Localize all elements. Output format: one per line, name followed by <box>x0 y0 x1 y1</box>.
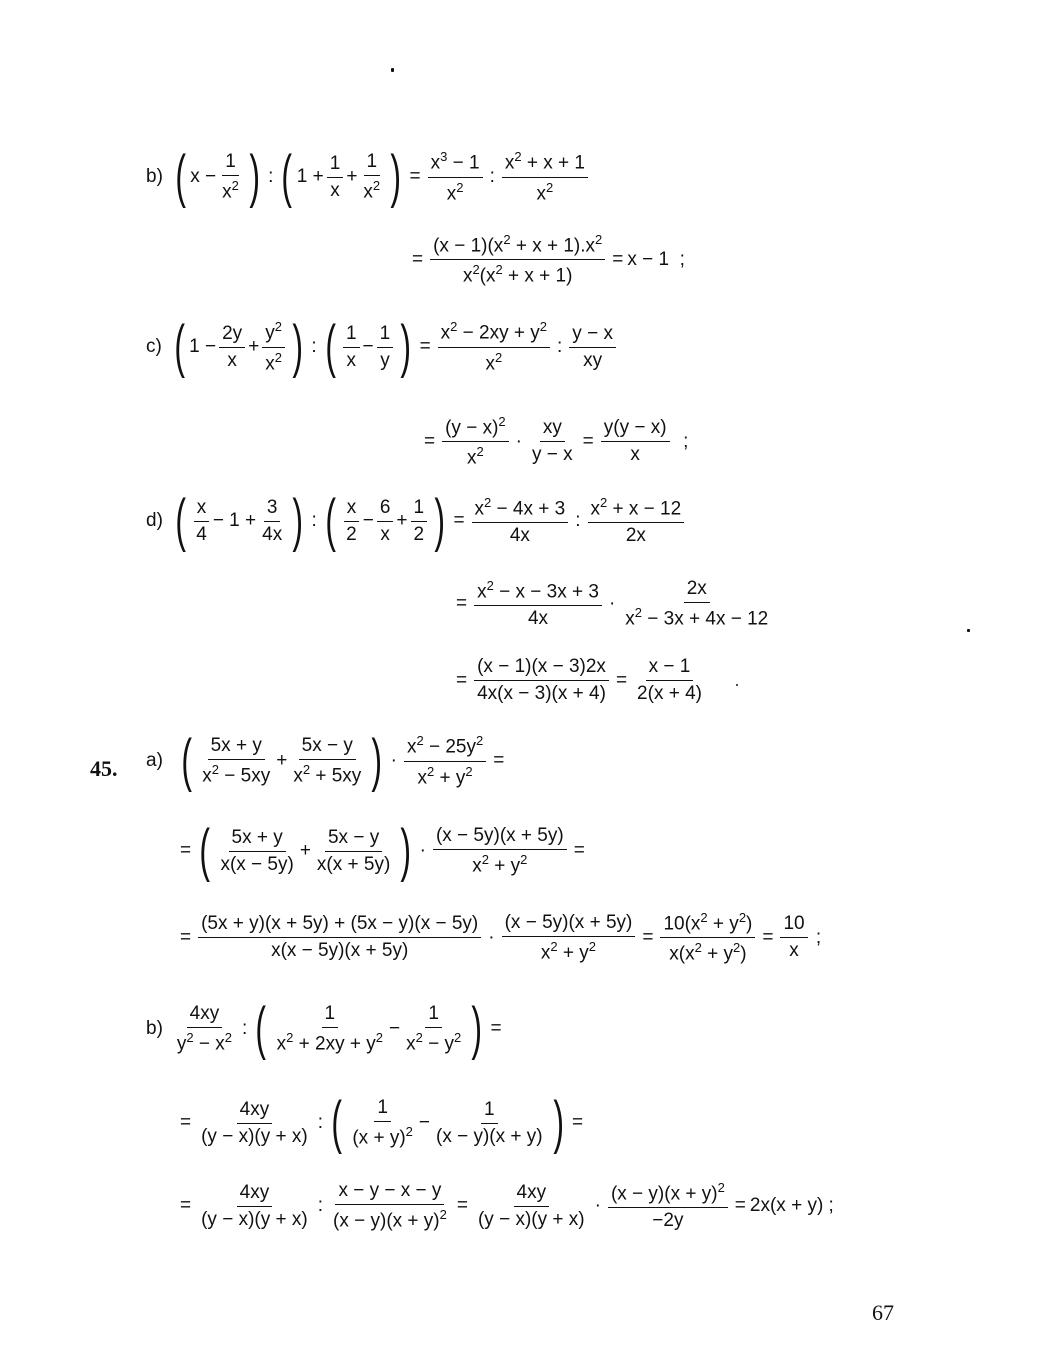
print-speck <box>391 68 394 72</box>
solution-line: = $\frac{(x - 1)(x^2 + x + 1).x^2}{x^2(x^2 + x + 1)}$ = x − 1 ; <box>412 232 685 287</box>
part-label: d) <box>146 510 163 531</box>
solution-line: = $\frac{(5x + y)(x + 5y) + (5x - y)(x - 5y)}{x(x - 5y)(x + 5y)}$ · $\frac{(x - 5y)(x + 5y)}{x^2 + y^2}$ = $\frac{10(x^2 + y^2)}{x(x^2 + y^2)}$ = $\frac{10}{x}$ ; <box>180 910 822 965</box>
solution-line: = $\frac{(x - 1)(x - 3)2x}{4x(x - 3)(x + 4)}$ = $\frac{x - 1}{2(x + 4)}$ <box>456 656 702 704</box>
print-speck <box>736 684 738 686</box>
part-label: b) <box>146 1018 163 1039</box>
part-label: c) <box>146 336 162 357</box>
solution-line-c: c) ( 1 − $\frac{2y}{x}$ + $\frac{y^2}{x^2}$ ) : ( $\frac{1}{x}$ − $\frac{1}{y}$ ) = $\frac{x^2 - 2xy + y^2}{x^2}$ : $\frac{y - x}{xy}$ <box>146 318 619 376</box>
print-speck <box>967 629 970 632</box>
solution-line: = $\frac{(y - x)^2}{x^2}$ · $\frac{xy}{y - x}$ = $\frac{y(y - x)}{x}$ ; <box>424 414 689 469</box>
part-label: a) <box>146 750 163 771</box>
solution-line-a: a) ( $\frac{5x + y}{x^2 - 5xy}$ + $\frac{5x - y}{x^2 + 5xy}$ ) · $\frac{x^2 - 25y^2}{x^2 + y^2}$ = <box>146 728 505 793</box>
solution-line: = ( $\frac{5x + y}{x(x - 5y)}$ + $\frac{5x - y}{x(x + 5y)}$ ) · $\frac{(x - 5y)(x + 5y)}{x^2 + y^2}$ = <box>180 818 585 883</box>
solution-line: = $\frac{4xy}{(y - x)(y + x)}$ : $\frac{x - y - x - y}{(x - y)(x + y)^2}$ = $\frac{4xy}{(y - x)(y + x)}$ · $\frac{(x - y)(x + y)^2}{-2y}$ = 2x(x + y) ; <box>180 1180 834 1232</box>
part-label: b) <box>146 166 163 187</box>
solution-line: = $\frac{x^2 - x - 3x + 3}{4x}$ · $\frac{2x}{x^2 - 3x + 4x - 12}$ <box>456 578 769 630</box>
problem-number: 45. <box>90 756 118 781</box>
solution-line-d: d) ( $\frac{x}{4}$ − 1 + $\frac{3}{4x}$ ) : ( $\frac{x}{2}$ − $\frac{6}{x}$ + $\frac{1}{2}$ ) = $\frac{x^2 - 4x + 3}{4x}$ : $\frac{x^2 + x - 12}{2x}$ <box>146 492 687 550</box>
solution-line-b: b) ( x − $\frac{1}{x^2}$ ) : ( 1 + $\frac{1}{x}$ + $\frac{1}{x^2}$ ) = $\frac{x^3 - 1}{x^2}$ : $\frac{x^2 + x + 1}{x^2}$ <box>146 148 591 206</box>
solution-line: = $\frac{4xy}{(y - x)(y + x)}$ : ( $\frac{1}{(x + y)^2}$ − $\frac{1}{(x - y)(x + y)}$ ) = <box>180 1090 584 1155</box>
page-number: 67 <box>872 1300 894 1325</box>
solution-line-b2: b) $\frac{4xy}{y^2 - x^2}$ : ( $\frac{1}{x^2 + 2xy + y^2}$ − $\frac{1}{x^2 - y^2}$ ) = <box>146 996 502 1061</box>
